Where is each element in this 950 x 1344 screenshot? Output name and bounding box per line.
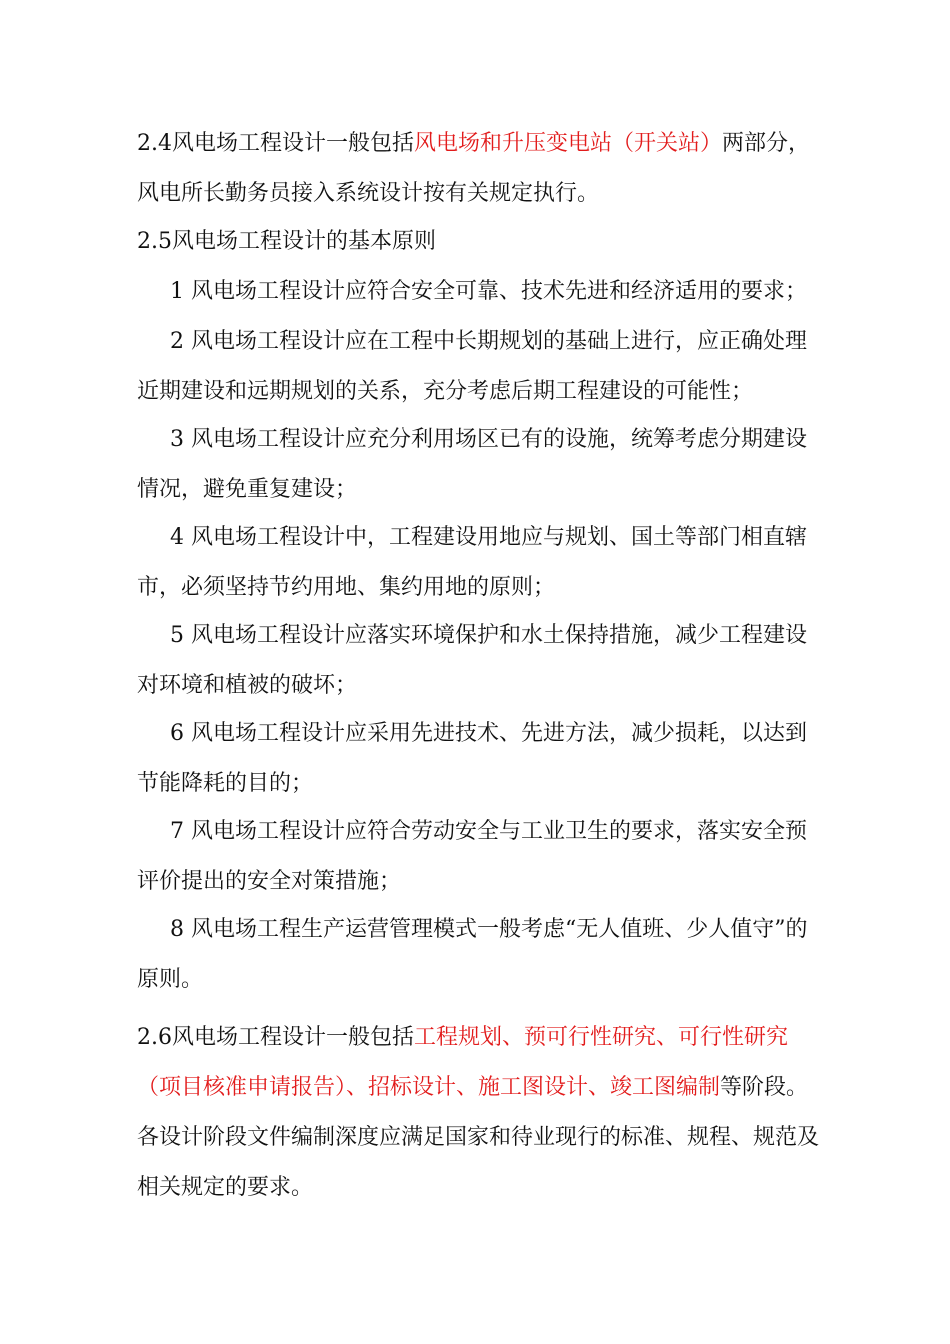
paragraph-2-4-suffix: 两部分，风电所长勤务员接入系统设计按有关规定执行。 — [137, 131, 811, 206]
principle-3: 3 风电场工程设计应充分利用场区已有的设施，统筹考虑分期建设情况，避免重复建设； — [137, 427, 807, 502]
principle-1: 1 风电场工程设计应符合安全可靠、技术先进和经济适用的要求； — [170, 279, 807, 304]
paragraph-2-4 — [137, 119, 827, 219]
paragraph-2-6-suffix: 等阶段。各设计阶段文件编制深度应满足国家和待业现行的标准、规程、规范及相关规定的要求。 — [137, 1075, 820, 1200]
heading-2-5: 2.5风电场工程设计的基本原则 — [137, 229, 436, 254]
paragraph-2-4-prefix: 2.4风电场工程设计一般包括 — [137, 131, 414, 156]
paragraph-2-6-highlight: 工程规划、预可行性研究、可行性研究（项目核准申请报告）、招标设计、施工图设计、竣工图编制 — [137, 1025, 789, 1100]
principle-4: 4 风电场工程设计中，工程建设用地应与规划、国土等部门相直辖市，必须坚持节约用地、集约用地的原则； — [137, 525, 807, 600]
principle-2: 2 风电场工程设计应在工程中长期规划的基础上进行，应正确处理近期建设和远期规划的关系，充分考虑后期工程建设的可能性； — [137, 329, 807, 404]
principle-5: 5 风电场工程设计应落实环境保护和水土保持措施，减少工程建设对环境和植被的破坏； — [137, 623, 807, 698]
principle-6: 6 风电场工程设计应采用先进技术、先进方法，减少损耗，以达到节能降耗的目的； — [137, 721, 807, 796]
principle-7: 7 风电场工程设计应符合劳动安全与工业卫生的要求，落实安全预评价提出的安全对策措施； — [137, 819, 807, 894]
principle-8: 8 风电场工程生产运营管理模式一般考虑“无人值班、少人值守”的原则。 — [137, 917, 808, 992]
paragraph-2-6-prefix: 2.6风电场工程设计一般包括 — [137, 1025, 414, 1050]
paragraph-2-4-highlight: 风电场和升压变电站（开关站） — [414, 131, 723, 156]
paragraph-2-6 — [137, 1013, 827, 1213]
